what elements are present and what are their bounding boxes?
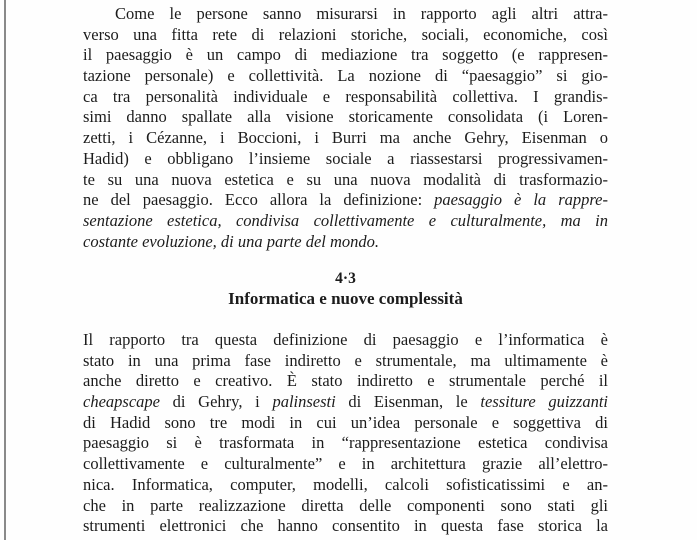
italic-text-segment: sentazione estetica, condivisa collettivamente e culturalmente, ma in bbox=[83, 210, 608, 230]
text-segment: di Gehry, i bbox=[159, 392, 273, 412]
text-line bbox=[83, 87, 608, 108]
text-line bbox=[83, 128, 608, 149]
text-line bbox=[83, 454, 608, 475]
text-line bbox=[83, 433, 608, 454]
text-segment: tazione personale) e collettività. La nozione di “paesaggio” si gio- bbox=[83, 66, 608, 86]
text-line bbox=[83, 475, 608, 496]
text-segment: te su una nuova estetica e su una nuova modalità di trasformazio- bbox=[83, 169, 608, 189]
italic-text-segment: palinsesti bbox=[272, 392, 336, 412]
text-line bbox=[83, 351, 608, 372]
page-left-edge-line bbox=[4, 0, 6, 540]
text-segment: anche diretto e creativo. È stato indiretto e strumentale perché il bbox=[83, 371, 608, 391]
text-line bbox=[83, 330, 608, 351]
text-segment: ne del paesaggio. Ecco allora la definizione: bbox=[83, 190, 435, 210]
italic-text-segment: tessiture guizzanti bbox=[480, 392, 608, 412]
text-line bbox=[83, 211, 608, 232]
paragraph bbox=[83, 330, 608, 537]
text-segment: ca tra personalità individuale e responsabilità collettiva. I grandis- bbox=[83, 86, 608, 106]
text-segment: paesaggio si è trasformata in “rappresentazione estetica condivisa bbox=[83, 433, 608, 453]
text-line bbox=[83, 25, 608, 46]
paragraph bbox=[83, 4, 608, 252]
italic-text-segment: costante evoluzione, di una parte del mondo. bbox=[83, 231, 380, 251]
text-line bbox=[83, 392, 608, 413]
section-title: Informatica e nuove complessità bbox=[228, 289, 463, 308]
text-column bbox=[83, 0, 608, 540]
text-segment: verso una fitta rete di relazioni storiche, sociali, economiche, così bbox=[83, 24, 608, 44]
text-line bbox=[83, 232, 608, 253]
text-segment: Hadid) e obbligano l’insieme sociale a riassestarsi progressivamen- bbox=[83, 148, 608, 168]
text-line bbox=[83, 107, 608, 128]
text-line bbox=[83, 413, 608, 434]
text-line bbox=[83, 4, 608, 25]
italic-text-segment: cheapscape bbox=[83, 392, 160, 412]
text-segment: Il rapporto tra questa definizione di paesaggio e l’informatica è bbox=[83, 330, 608, 349]
text-segment: di Eisenman, le bbox=[335, 392, 481, 412]
text-segment: stato in una prima fase indiretto e strumentale, ma ultimamente è bbox=[83, 350, 608, 370]
text-line bbox=[83, 496, 608, 517]
section-heading bbox=[83, 269, 608, 309]
text-segment: simi danno spallate alla visione storicamente consolidata (i Loren- bbox=[83, 107, 608, 127]
text-segment: collettivamente e culturalmente” e in architettura grazie all’elettro- bbox=[83, 454, 608, 474]
text-segment: di Hadid sono tre modi in cui un’idea personale e soggettiva di bbox=[83, 412, 608, 432]
text-line bbox=[83, 45, 608, 66]
text-line bbox=[83, 190, 608, 211]
text-segment: che in parte realizzazione diretta delle componenti sono stati gli bbox=[83, 495, 608, 515]
text-line bbox=[83, 149, 608, 170]
text-line bbox=[83, 516, 608, 537]
italic-text-segment: paesaggio è la rappre- bbox=[434, 190, 608, 210]
text-segment: strumenti elettronici che hanno consentito in questa fase storica la bbox=[83, 516, 608, 536]
text-segment: zetti, i Cézanne, i Boccioni, i Burri ma anche Gehry, Eisenman o bbox=[83, 128, 608, 148]
text-segment: il paesaggio è un campo di mediazione tra soggetto (e rappresen- bbox=[83, 45, 608, 65]
text-line bbox=[83, 371, 608, 392]
text-segment: nica. Informatica, computer, modelli, calcoli sofisticatissimi e an- bbox=[83, 474, 608, 494]
section-number: 4·3 bbox=[335, 270, 356, 287]
text-line bbox=[83, 66, 608, 87]
text-line bbox=[83, 170, 608, 191]
text-segment: Come le persone sanno misurarsi in rapporto agli altri attra- bbox=[115, 4, 608, 23]
